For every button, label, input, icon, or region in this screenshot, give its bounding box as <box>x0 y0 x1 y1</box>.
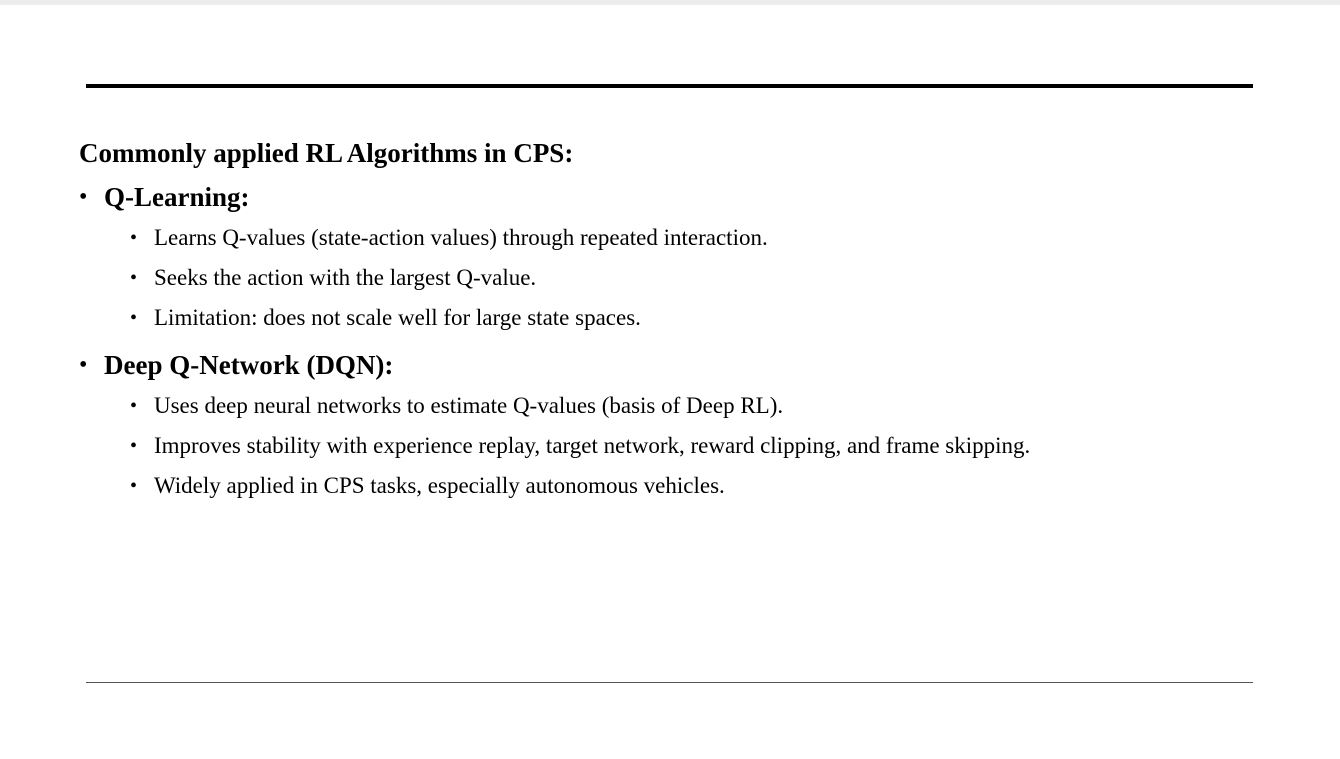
bullet-marker: • <box>130 227 138 249</box>
section-dqn <box>79 346 1259 506</box>
bullet-marker: • <box>130 475 138 497</box>
bullet-marker: • <box>130 307 138 329</box>
bullet-marker: • <box>130 267 138 289</box>
list-item <box>129 218 1259 258</box>
list-item-text: Improves stability with experience replay, target network, reward clipping, and frame skipping. <box>154 433 1031 458</box>
bullet-marker: • <box>130 395 138 417</box>
bullet-marker: • <box>130 435 138 457</box>
section-q-learning <box>79 178 1259 338</box>
bullet-marker: • <box>79 184 88 210</box>
section-title: Deep Q-Network (DQN): <box>104 350 394 380</box>
list-item-text: Limitation: does not scale well for large state spaces. <box>154 305 641 330</box>
section-title: Q-Learning: <box>104 182 250 212</box>
list-item-text: Widely applied in CPS tasks, especially autonomous vehicles. <box>154 473 725 498</box>
bullet-marker: • <box>79 352 88 378</box>
slide-content <box>79 134 1259 514</box>
viewer-top-band <box>0 0 1340 5</box>
list-item-text: Uses deep neural networks to estimate Q-values (basis of Deep RL). <box>154 393 784 418</box>
list-item-text: Learns Q-values (state-action values) through repeated interaction. <box>154 225 768 250</box>
list-item <box>129 258 1259 298</box>
list-item <box>129 426 1259 466</box>
section-items <box>104 218 1259 338</box>
list-item-text: Seeks the action with the largest Q-value. <box>154 265 537 290</box>
list-item <box>129 386 1259 426</box>
bottom-divider-rule <box>86 682 1253 683</box>
list-item <box>129 466 1259 506</box>
section-items <box>104 386 1259 506</box>
slide-heading: Commonly applied RL Algorithms in CPS: <box>79 138 574 168</box>
list-item <box>129 298 1259 338</box>
top-divider-rule <box>86 84 1253 88</box>
algorithm-list <box>79 178 1259 506</box>
